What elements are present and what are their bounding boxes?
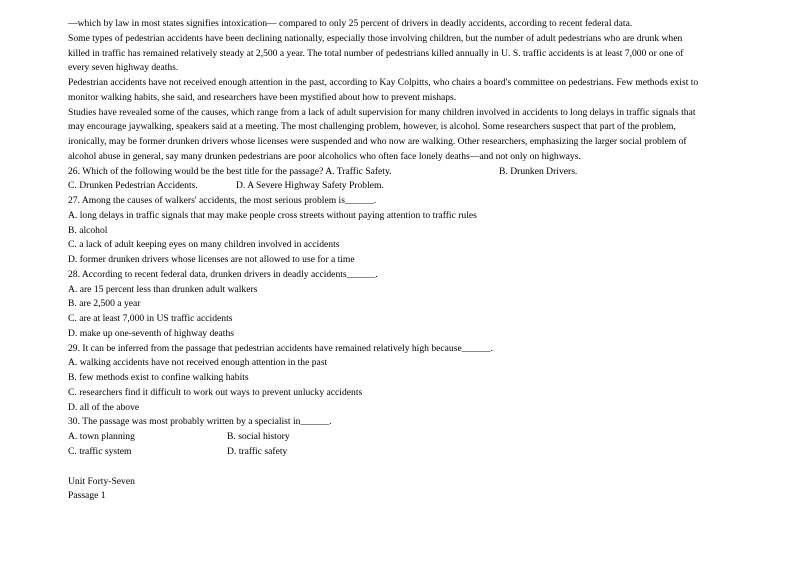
question-26-option-d: D. A Severe Highway Safety Problem. (236, 180, 384, 192)
question-26-option-b: B. Drunken Drivers. (499, 165, 578, 177)
question-30-option-d: D. traffic safety (227, 445, 288, 457)
passage-line: ironically, may be former drunken drivers whose licenses were suspended and who now are walking. Other researchers, emphasizing the larger social problem of (68, 136, 687, 147)
question-28-option-a: A. are 15 percent less than drunken adult walkers (68, 283, 258, 295)
passage-line: alcohol abuse in general, say many drunken pedestrians are poor alcoholics who often face lonely deaths—and not only on highways. (68, 150, 581, 162)
question-29-option-d: D. all of the above (68, 401, 140, 413)
passage-line: killed in traffic has remained relatively steady at 2,500 a year. The total number of pedestrians killed annually in U. S. traffic accidents is at least 7,000 or one of (68, 47, 684, 59)
question-27 (68, 194, 730, 268)
passage-line: —which by law in most states signifies intoxication— compared to only 25 percent of drivers in deadly accidents, according to recent federal data. (68, 18, 633, 29)
passage-line: may encourage jaywalking, speakers said at a meeting. The most challenging problem, however, is alcohol. Some researchers suspect that part of the problem, (68, 121, 676, 133)
question-29-option-a: A. walking accidents have not received enough attention in the past (68, 357, 328, 369)
question-28-option-c: C. are at least 7,000 in US traffic accidents (68, 313, 233, 324)
question-29-option-b: B. few methods exist to confine walking habits (68, 372, 249, 383)
passage-line: every seven highway deaths. (68, 62, 179, 74)
question-28-stem: 28. According to recent federal data, drunken drivers in deadly accidents______. (68, 268, 378, 280)
question-30-option-a: A. town planning (68, 431, 135, 442)
passage-line: Studies have revealed some of the causes, which range from a lack of adult supervision for many children involved in accidents to long delays in traffic signals that (68, 106, 696, 118)
question-30-option-c: C. traffic system (68, 445, 132, 457)
question-30-option-b: B. social history (227, 431, 290, 442)
passage-line: monitor walking habits, she said, and researchers have been mystified about how to prevent mishaps. (68, 91, 457, 103)
question-30 (68, 415, 730, 459)
question-28 (68, 268, 730, 342)
question-28-option-d: D. make up one-seventh of highway deaths (68, 327, 234, 339)
question-27-option-d: D. former drunken drivers whose licenses are not allowed to use for a time (68, 254, 355, 265)
passage-heading: Passage 1 (68, 490, 106, 502)
question-26-option-c: C. Drunken Pedestrian Accidents. (68, 180, 198, 192)
question-29 (68, 342, 730, 416)
question-30-stem: 30. The passage was most probably written by a specialist in______. (68, 416, 332, 428)
passage-line: Pedestrian accidents have not received enough attention in the past, according to Kay Colpitts, who chairs a board's committee on pedestrians. Few methods exist to (68, 77, 699, 88)
question-29-option-c: C. researchers find it difficult to work out ways to prevent unlucky accidents (68, 386, 363, 398)
question-27-option-a: A. long delays in traffic signals that may make people cross streets without paying attention to traffic rules (68, 209, 477, 221)
document-page (68, 17, 730, 504)
question-29-stem: 29. It can be inferred from the passage that pedestrian accidents have remained relatively high because______. (68, 342, 493, 354)
question-27-option-c: C. a lack of adult keeping eyes on many children involved in accidents (68, 239, 340, 251)
question-27-stem: 27. Among the causes of walkers' accidents, the most serious problem is______. (68, 195, 377, 206)
passage-text (68, 17, 730, 165)
spacer (68, 460, 730, 475)
question-26 (68, 165, 730, 195)
passage-line: Some types of pedestrian accidents have been declining nationally, especially those involving children, but the number of adult pedestrians who are drunk when (68, 32, 683, 44)
unit-heading: Unit Forty-Seven (68, 475, 135, 487)
question-27-option-b: B. alcohol (68, 224, 108, 236)
question-26-stem: 26. Which of the following would be the best title for the passage? A. Traffic Safety. (68, 165, 392, 177)
question-28-option-b: B. are 2,500 a year (68, 298, 141, 310)
